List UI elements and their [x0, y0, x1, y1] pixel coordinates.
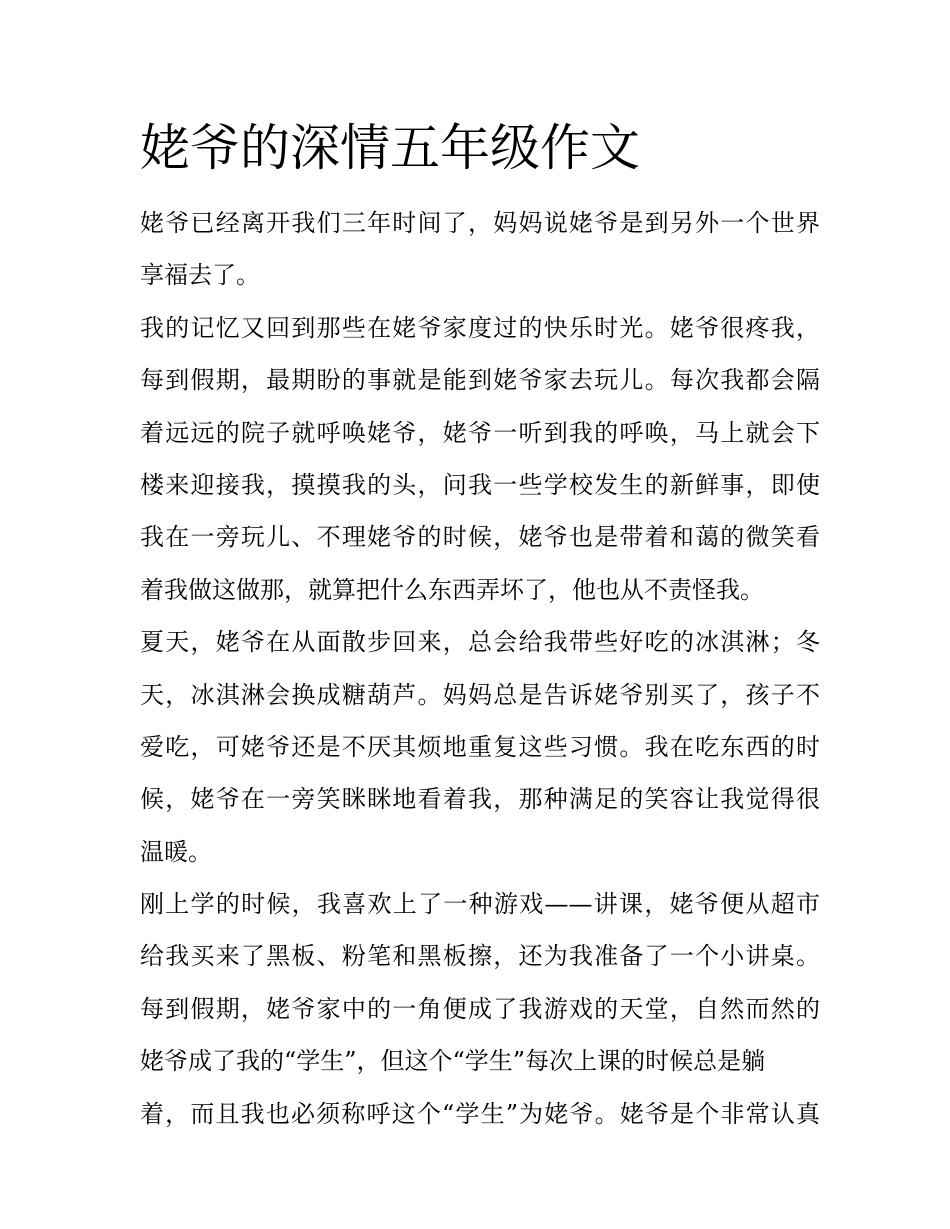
- text-line: 每到假期，姥爷家中的一角便成了我游戏的天堂，自然而然的: [140, 994, 820, 1023]
- text-line: 享福去了。: [140, 261, 260, 290]
- document-body: [140, 197, 820, 1140]
- text-line: 姥爷成了我的“学生”，但这个“学生”每次上课的时候总是躺: [140, 1047, 766, 1076]
- text-line: 刚上学的时候，我喜欢上了一种游戏——讲课，姥爷便从超市: [140, 890, 820, 919]
- text-line: 着我做这做那，就算把什么东西弄坏了，他也从不责怪我。: [140, 575, 764, 604]
- text-line: 我的记忆又回到那些在姥爷家度过的快乐时光。姥爷很疼我，: [140, 313, 820, 342]
- document-title: 姥爷的深情五年级作文: [140, 119, 640, 177]
- text-line: 温暖。: [140, 837, 212, 866]
- text-line: 天，冰淇淋会换成糖葫芦。妈妈总是告诉姥爷别买了，孩子不: [140, 680, 820, 709]
- text-line: 夏天，姥爷在从面散步回来，总会给我带些好吃的冰淇淋；冬: [140, 628, 820, 657]
- text-line: 给我买来了黑板、粉笔和黑板擦，还为我准备了一个小讲桌。: [140, 942, 820, 971]
- text-line: 楼来迎接我，摸摸我的头，问我一些学校发生的新鲜事，即使: [140, 470, 820, 499]
- text-line: 姥爷已经离开我们三年时间了，妈妈说姥爷是到另外一个世界: [140, 209, 820, 237]
- text-line: 着，而且我也必须称呼这个“学生”为姥爷。姥爷是个非常认真: [140, 1099, 820, 1128]
- text-line: 候，姥爷在一旁笑眯眯地看着我，那种满足的笑容让我觉得很: [140, 785, 820, 814]
- text-line: 着远远的院子就呼唤姥爷，姥爷一听到我的呼唤，马上就会下: [140, 418, 820, 447]
- text-line: 每到假期，最期盼的事就是能到姥爷家去玩儿。每次我都会隔: [140, 366, 820, 395]
- text-line: 我在一旁玩儿、不理姥爷的时候，姥爷也是带着和蔼的微笑看: [140, 523, 820, 552]
- text-line: 爱吃，可姥爷还是不厌其烦地重复这些习惯。我在吃东西的时: [140, 732, 820, 761]
